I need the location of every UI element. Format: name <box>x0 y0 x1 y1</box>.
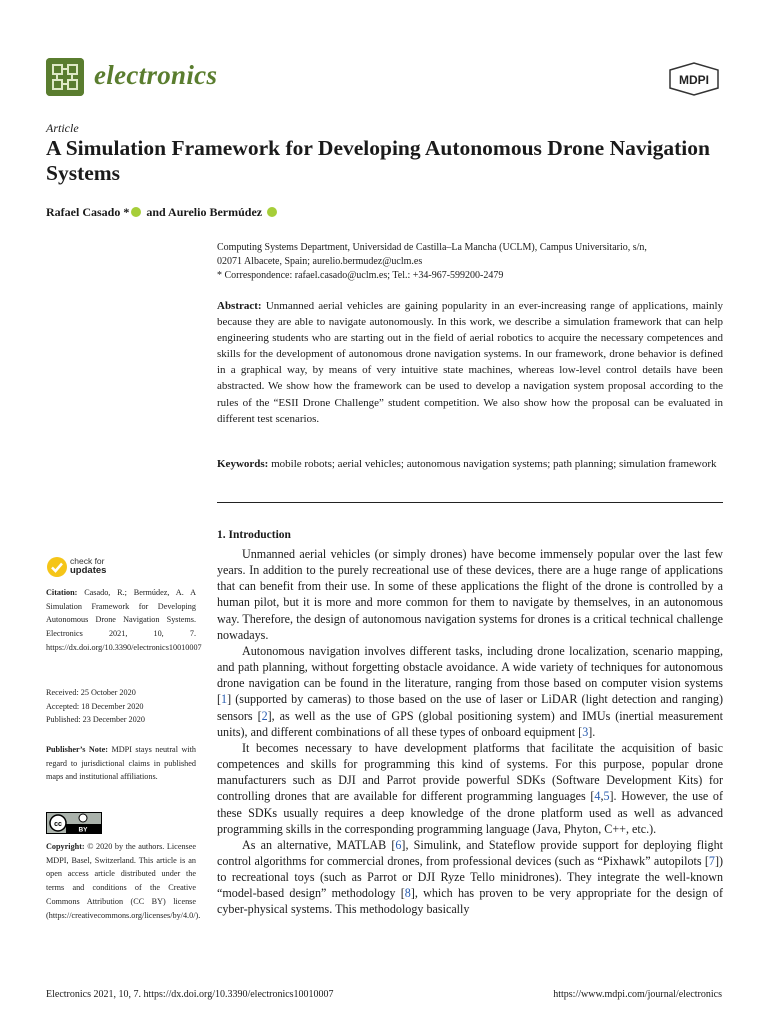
citation-link[interactable]: 7 <box>708 853 715 868</box>
paragraph-text: ], which has proven to be very appropriate for the design of cyber-physical systems. This methodology basically <box>217 886 723 917</box>
cc-by-label: BY <box>78 826 88 834</box>
article-type: Article <box>46 121 79 135</box>
section-title: 1. Introduction <box>217 529 291 541</box>
paragraph-text: It becomes necessary to have development platforms that facilitate the acquisition of basic competences and skills for programming this kind of systems. For this purpose, popular drone manufacturers such as DJI and Parrot provide powerful SDKs (Software Development Kits) for controlling drones that are available for different programming languages [ <box>217 740 723 804</box>
paragraph-text: Autonomous navigation involves different tasks, including drone localization, scenario mapping, and path planning, without forgetting obstacle avoidance. A wide variety of techniques for autonomous drone navigation can be found in the literature, ranging from those based on computer vision systems [ <box>217 643 723 707</box>
divider <box>217 502 723 503</box>
author-2[interactable]: Aurelio Bermúdez <box>168 205 263 219</box>
keywords-label: Keywords: <box>217 458 269 470</box>
abstract-label: Abstract: <box>217 300 262 312</box>
paragraph <box>217 643 723 740</box>
citation-link[interactable]: 2 <box>261 708 268 723</box>
published-date: Published: 23 December 2020 <box>46 715 145 725</box>
dates-block <box>46 686 196 727</box>
paragraph-text: ]) to recreational toys (such as Parrot or DJI Ryze Tello minidrones). They integrate the well-known “model-based design” methodology [ <box>217 853 723 901</box>
citation-link[interactable]: 6 <box>395 837 402 852</box>
paragraph-text: ]. <box>588 724 596 739</box>
paragraph <box>217 546 723 643</box>
paragraph-text: ]. However, the use of these SDKs usually requires a deep knowledge of the drone platform used as well as advanced programming skills in the corresponding programming language (Java, Phyton, C++, etc.). <box>217 789 723 836</box>
check-updates-line1: check for <box>70 556 105 566</box>
paragraph <box>217 837 723 918</box>
paragraph-text: Unmanned aerial vehicles (or simply drones) have become immensely popular over the last few years. In addition to the purely recreational use of these devices, there are a huge range of applications that can benefit from their use. In some of these applications the flight of the drone is controlled by a human pilot, but it is more and more common for them to navigate by themselves, in an autonomous way. Therefore, the design of autonomous navigation systems for drones is a critical technical challenge nowadays. <box>217 547 723 642</box>
citation-separator: , <box>600 789 604 804</box>
check-updates-line2: updates <box>70 565 107 576</box>
citation-link[interactable]: 8 <box>404 886 411 901</box>
affiliation-line: 02071 Albacete, Spain; aurelio.bermudez@uclm.es <box>217 256 423 267</box>
abstract-text: Unmanned aerial vehicles are gaining popularity in an ever-increasing range of applications, mainly because they are able to navigate autonomously. In this work, we describe a simulation framework that can help engineering students who are starting out in the field of aerial robotics to acquire the necessary competences and skills for the development of autonomous drone navigation systems. In our framework, drone behavior is defined in a graphical way, by means of very intuitive state machines, whereas low-level control details have been abstracted. We show how the framework can be used to develop a navigation system proposal according to the rules of the “ESII Drone Challenge” student competition. We also show how the proposal can be evaluated in different test scenarios. <box>217 300 724 425</box>
accepted-date: Accepted: 18 December 2020 <box>46 701 144 711</box>
journal-logo-icon <box>46 58 84 96</box>
copyright-block <box>46 840 201 922</box>
citation-block <box>46 586 202 655</box>
mdpi-logo-text: MDPI <box>679 73 709 87</box>
paragraph-text: ] (supported by cameras) to those based on the use of laser or LiDAR (light detection and ranging) sensors [ <box>217 692 723 723</box>
copyright-text: © 2020 by the authors. Licensee MDPI, Basel, Switzerland. This article is an open access article distributed under the terms and conditions of the Creative Commons Attribution (CC BY) license (https://creativecommons.org/licenses/by/4.0/). <box>46 842 201 920</box>
citation-label: Citation: <box>46 588 78 597</box>
citation-link[interactable]: 1 <box>221 692 228 707</box>
affiliation-line: Computing Systems Department, Universidad de Castilla–La Mancha (UCLM), Campus Universitario, s/n, <box>217 242 647 253</box>
author-joiner: and <box>143 205 169 219</box>
paragraph-text: ], Simulink, and Stateflow provide support for deploying flight control algorithms for commercial drones, from professional devices (such as “Pixhawk” autopilots [ <box>217 837 723 868</box>
correspondence-line: * Correspondence: rafael.casado@uclm.es; Tel.: +34-967-599200-2479 <box>217 270 504 281</box>
copyright-label: Copyright: <box>46 842 85 851</box>
citation-text: Casado, R.; Bermúdez, A. A Simulation Framework for Developing Autonomous Drone Navigation Systems. Electronics 2021, 10, 7. https://dx.doi.org/10.3390/electronics10010007 <box>46 588 202 652</box>
citation-link[interactable]: 4 <box>594 789 601 804</box>
citation-link[interactable]: 5 <box>603 789 610 804</box>
keywords <box>217 456 723 472</box>
journal-name: electronics <box>94 60 218 90</box>
affiliations <box>217 241 727 283</box>
citation-link[interactable]: 3 <box>582 724 589 739</box>
paragraph <box>217 740 723 837</box>
cc-by-license-icon[interactable] <box>46 812 102 834</box>
abstract <box>217 298 723 427</box>
check-updates-icon <box>46 556 68 578</box>
orcid-icon[interactable] <box>131 207 141 217</box>
paragraph-text: As an alternative, MATLAB [ <box>242 837 396 852</box>
mdpi-logo[interactable] <box>666 62 722 96</box>
received-date: Received: 25 October 2020 <box>46 688 136 697</box>
paper-title: A Simulation Framework for Developing Autonomous Drone Navigation Systems <box>46 136 710 185</box>
publisher-note-label: Publisher’s Note: <box>46 745 108 754</box>
author-1[interactable]: Rafael Casado * <box>46 205 130 219</box>
orcid-icon[interactable] <box>267 207 277 217</box>
footer-citation[interactable]: Electronics 2021, 10, 7. https://dx.doi.org/10.3390/electronics10010007 <box>46 989 334 1000</box>
paragraph-text: ], as well as the use of GPS (global positioning system) and IMUs (inertial measurement units), and different combinations of all these types of onboard equipment [ <box>217 708 723 739</box>
svg-text:cc: cc <box>54 821 62 828</box>
authors <box>46 205 279 220</box>
footer-journal-url[interactable]: https://www.mdpi.com/journal/electronics <box>553 989 722 1000</box>
publisher-note-text: MDPI stays neutral with regard to jurisdictional claims in published maps and institutional affiliations. <box>46 745 196 782</box>
publisher-note <box>46 743 196 784</box>
keywords-text: mobile robots; aerial vehicles; autonomous navigation systems; path planning; simulation framework <box>271 458 717 470</box>
body-text <box>217 546 723 918</box>
